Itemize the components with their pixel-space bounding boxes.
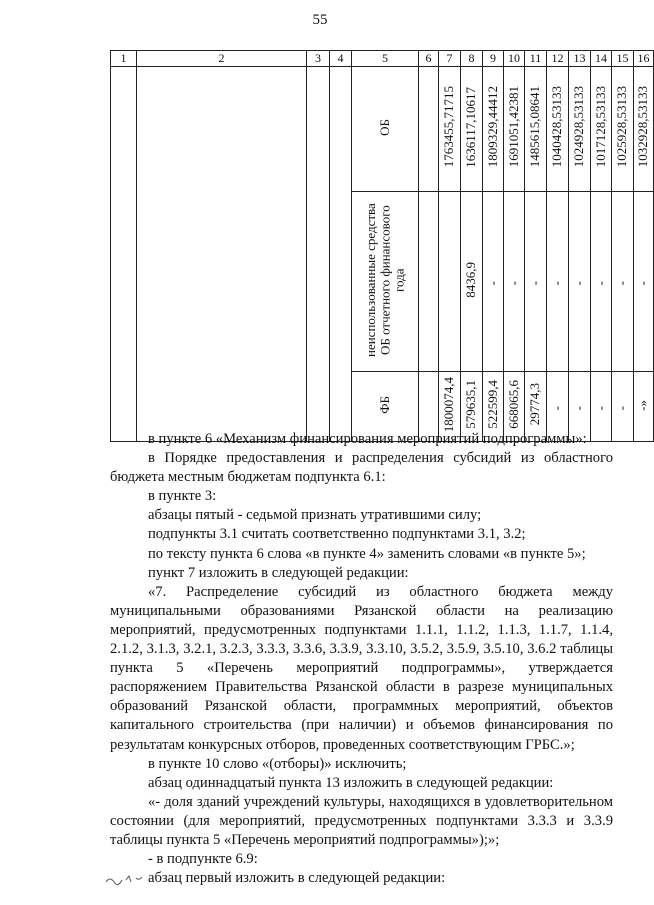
table-cell — [547, 192, 569, 372]
empty-cell — [330, 67, 352, 442]
cell-value: - — [527, 281, 543, 286]
table-cell — [569, 192, 591, 372]
cell-value: - — [571, 406, 587, 411]
paragraph: по тексту пункта 6 слова «в пункте 4» заменить словами «в пункте 5»; — [148, 545, 586, 562]
cell-value: 1024928,53133 — [571, 86, 587, 168]
column-number: 7 — [439, 51, 461, 67]
table-cell — [439, 67, 461, 192]
cell-value: - — [592, 281, 608, 286]
cell-value: 1025928,53133 — [614, 86, 630, 168]
paragraph: абзац одиннадцатый пункта 13 изложить в следующей редакции: — [148, 774, 554, 791]
paragraph: подпункты 3.1 считать соответственно подпунктами 3.1, 3.2; — [148, 526, 526, 543]
cell-value: 1017128,53133 — [592, 86, 608, 168]
column-number: 2 — [137, 51, 307, 67]
column-number: 11 — [525, 51, 547, 67]
table-cell — [591, 192, 612, 372]
cell-value: 8436,9 — [463, 261, 479, 298]
document-body — [110, 430, 613, 888]
column-number: 13 — [569, 51, 591, 67]
column-number: 15 — [612, 51, 634, 67]
table-cell — [612, 67, 634, 192]
column-number: 3 — [307, 51, 330, 67]
column-number: 12 — [547, 51, 569, 67]
column-number: 6 — [419, 51, 439, 67]
cell-value: - — [549, 281, 565, 286]
row-label-cell — [352, 192, 419, 372]
cell-value: - — [571, 281, 587, 286]
table-cell — [461, 67, 483, 192]
cell-value: - — [614, 406, 630, 411]
paragraph: - в подпункте 6.9: — [148, 851, 258, 868]
cell-value: - — [549, 406, 565, 411]
column-number: 14 — [591, 51, 612, 67]
cell-value: - — [484, 281, 500, 286]
row-label: ОБ — [376, 118, 392, 136]
empty-cell — [419, 67, 439, 192]
table-cell — [634, 67, 654, 192]
cell-value: 1800074,4 — [441, 376, 457, 433]
column-number: 5 — [352, 51, 419, 67]
cell-value: 1485615,08641 — [527, 86, 543, 168]
paragraph: в пункте 3: — [148, 488, 217, 505]
paragraph: в пункте 6 «Механизм финансирования мероприятий подпрограммы»: — [148, 431, 587, 447]
cell-value: 29774,3 — [527, 383, 543, 426]
column-number: 9 — [483, 51, 504, 67]
table-cell — [612, 372, 634, 442]
table-cell — [483, 192, 504, 372]
empty-cell — [137, 67, 307, 442]
handwritten-mark — [104, 868, 164, 888]
page-number: 55 — [312, 12, 328, 28]
column-number: 8 — [461, 51, 483, 67]
cell-value: 1691051,42381 — [505, 86, 521, 168]
cell-value: 1040428,53133 — [549, 86, 565, 168]
paragraph: «7. Распределение субсидий из областного бюджета между муниципальными образованиями Рязанской области на реализацию мероприятий, предусмотренных подпунктами 1.1.1, 1.1.2, 1.1.3, 1.1.7, 1.1.4, 2.1.2, 3.1.3, 3.2.1, 3.2.3, 3.3.3, 3.3.6, 3.3.9, 3.3.10, 3.5.2, 3.5.9, 3.5.10, 3.6.2 таблицы пункта 5 «Перечень мероприятий подпрограммы», утверждается распоряжением Правительства Рязанской области в разрезе муниципальных образований Рязанской области, программных мероприятий, объектов капитального строительства (при наличии) и объемов финансирования по результатам конкурсных отборов, проведенных соответствующим ГРБС.»; — [110, 583, 613, 753]
table-cell — [569, 67, 591, 192]
column-number: 4 — [330, 51, 352, 67]
table-cell — [525, 67, 547, 192]
cell-value: - — [505, 281, 521, 286]
row-label-cell — [352, 67, 419, 192]
financing-table — [110, 50, 654, 442]
cell-value: - — [635, 281, 651, 286]
table-cell — [504, 67, 525, 192]
paragraph: абзац первый изложить в следующей редакции: — [148, 870, 446, 887]
column-number: 16 — [634, 51, 654, 67]
paragraph: в пункте 10 слово «(отборы)» исключить; — [148, 755, 407, 772]
empty-cell — [307, 67, 330, 442]
table-cell — [591, 67, 612, 192]
cell-value: 1763455,71715 — [441, 86, 457, 168]
table-cell — [483, 67, 504, 192]
paragraph: «- доля зданий учреждений культуры, находящихся в удовлетворительном состоянии (для мероприятий, предусмотренных подпунктами 3.3.3 и 3.3.9 таблицы пункта 5 «Перечень мероприятий подпрограммы»);»; — [110, 793, 613, 848]
row-label: неиспользованные средства ОБ отчетного финансового года — [362, 202, 407, 357]
empty-cell — [111, 67, 137, 442]
empty-cell — [419, 192, 439, 372]
table-cell — [612, 192, 634, 372]
cell-value: - — [592, 406, 608, 411]
cell-value: 1032928,53133 — [635, 86, 651, 168]
column-number-row — [111, 51, 654, 67]
cell-value: 1809329,44412 — [484, 86, 500, 168]
cell-value: 522599,4 — [484, 380, 500, 429]
cell-value: -» — [635, 399, 651, 411]
table-cell — [504, 192, 525, 372]
paragraph: в Порядке предоставления и распределения субсидий из областного бюджета местным бюджетам подпункта 6.1: — [110, 450, 613, 486]
table-cell — [525, 192, 547, 372]
table-cell — [461, 192, 483, 372]
table-cell — [439, 192, 461, 372]
row-label: ФБ — [376, 395, 392, 414]
table-cell — [634, 192, 654, 372]
table-cell — [547, 67, 569, 192]
paragraph: абзацы пятый - седьмой признать утратившими силу; — [148, 507, 482, 524]
cell-value: - — [614, 281, 630, 286]
column-number: 10 — [504, 51, 525, 67]
cell-value: 579635,1 — [463, 380, 479, 429]
cell-value: 668065,6 — [505, 380, 521, 429]
paragraph: пункт 7 изложить в следующей редакции: — [148, 564, 409, 581]
table-cell — [634, 372, 654, 442]
cell-value: 1636117,10617 — [463, 86, 479, 168]
table-row — [111, 67, 654, 192]
column-number: 1 — [111, 51, 137, 67]
